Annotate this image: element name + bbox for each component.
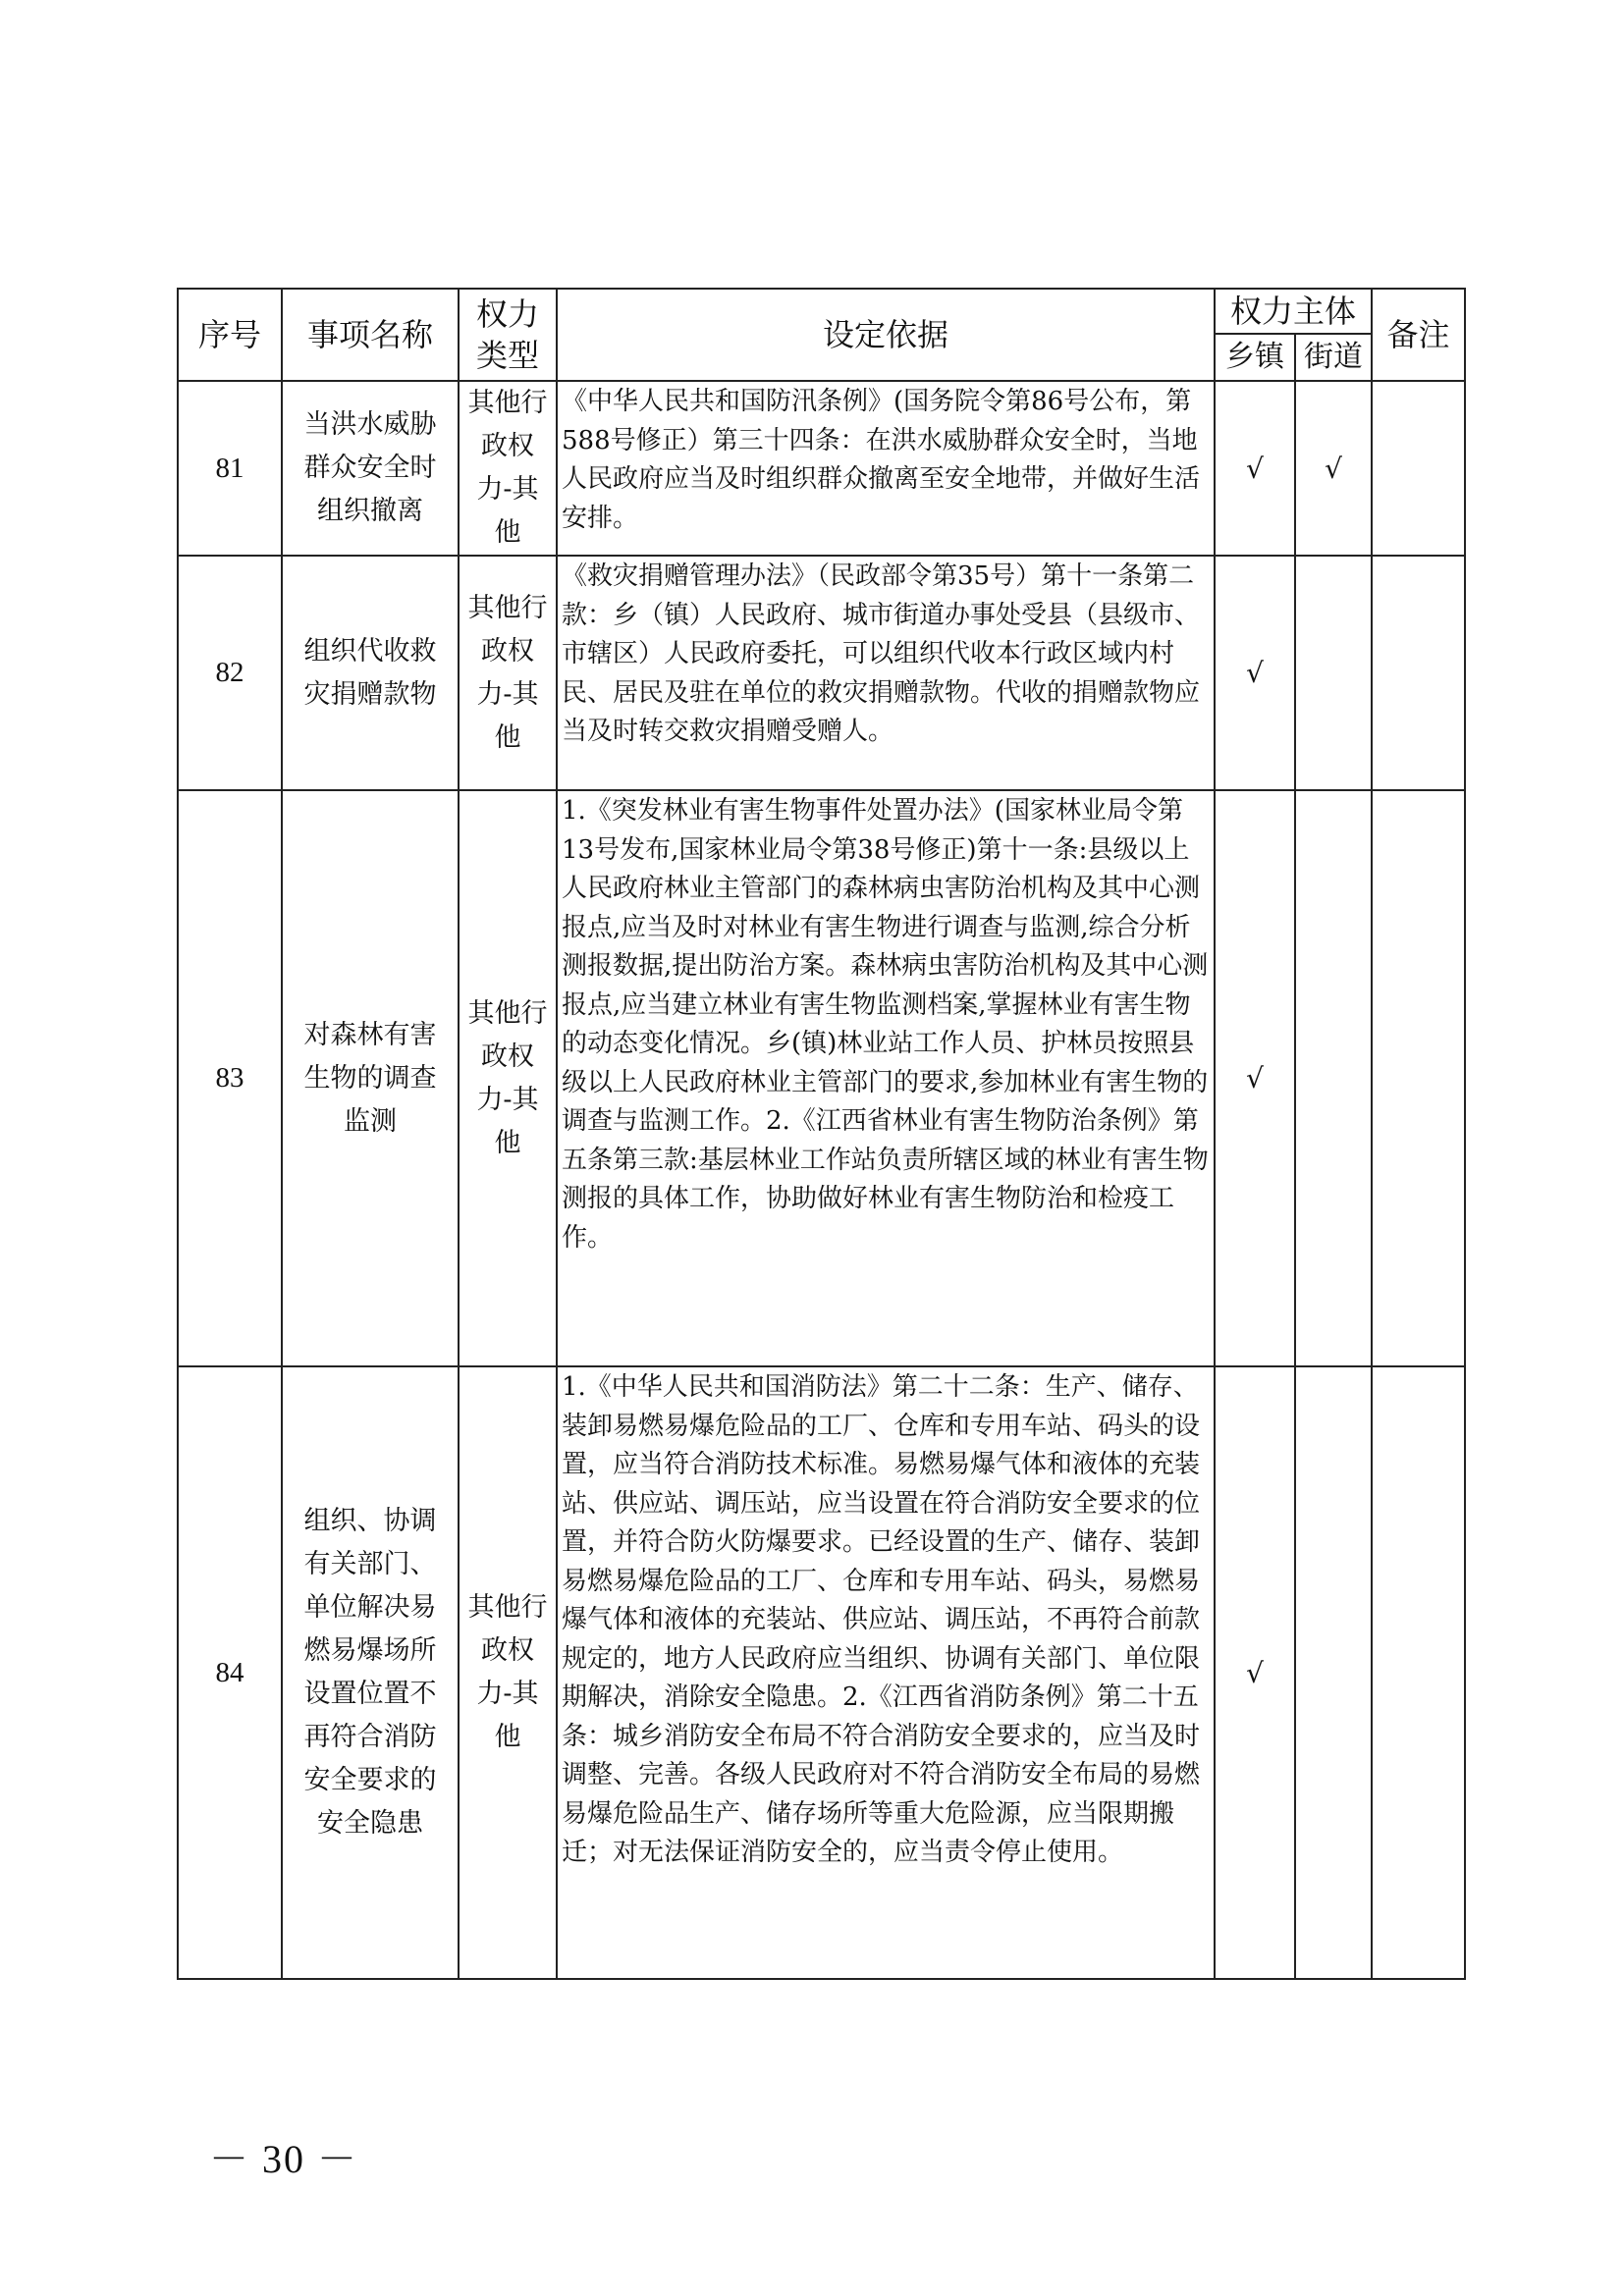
row-basis: 《中华人民共和国防汛条例》(国务院令第86号公布，第588号修正）第三十四条：在洪水威胁群众安全时，当地人民政府应当及时组织群众撤离至安全地带，并做好生活安排。	[557, 381, 1215, 556]
row-remark	[1372, 790, 1465, 1366]
table-row	[178, 790, 1465, 1366]
row-item-name: 当洪水威胁群众安全时组织撤离	[282, 381, 459, 556]
row-street-check	[1295, 1366, 1372, 1979]
row-street-check: √	[1295, 381, 1372, 556]
row-seq: 84	[178, 1366, 282, 1979]
table-row	[178, 1366, 1465, 1979]
header-basis: 设定依据	[557, 289, 1215, 381]
row-township-check: √	[1215, 381, 1295, 556]
table-row	[178, 381, 1465, 556]
row-township-check: √	[1215, 556, 1295, 790]
row-item-name: 组织代收救灾捐赠款物	[282, 556, 459, 790]
row-power-type: 其他行政权力-其他	[459, 381, 557, 556]
header-remark: 备注	[1372, 289, 1465, 381]
row-remark	[1372, 1366, 1465, 1979]
row-item-name: 组织、协调有关部门、单位解决易燃易爆场所设置位置不再符合消防安全要求的安全隐患	[282, 1366, 459, 1979]
row-seq: 82	[178, 556, 282, 790]
row-township-check: √	[1215, 790, 1295, 1366]
power-list-table	[177, 288, 1466, 1980]
header-township: 乡镇	[1215, 334, 1295, 381]
row-remark	[1372, 381, 1465, 556]
header-street: 街道	[1295, 334, 1372, 381]
row-township-check: √	[1215, 1366, 1295, 1979]
header-power-type: 权力类型	[459, 289, 557, 381]
row-street-check	[1295, 556, 1372, 790]
header-row	[178, 289, 1465, 334]
row-seq: 83	[178, 790, 282, 1366]
header-subject: 权力主体	[1215, 289, 1372, 334]
header-seq: 序号	[178, 289, 282, 381]
row-basis: 1.《突发林业有害生物事件处置办法》(国家林业局令第13号发布,国家林业局令第38号修正)第十一条:县级以上人民政府林业主管部门的森林病虫害防治机构及其中心测报点,应当及时对林业有害生物进行调查与监测,综合分析测报数据,提出防治方案。森林病虫害防治机构及其中心测报点,应当建立林业有害生物监测档案,掌握林业有害生物的动态变化情况。乡(镇)林业站工作人员、护林员按照县级以上人民政府林业主管部门的要求,参加林业有害生物的调查与监测工作。2.《江西省林业有害生物防治条例》第五条第三款:基层林业工作站负责所辖区域的林业有害生物测报的具体工作，协助做好林业有害生物防治和检疫工作。	[557, 790, 1215, 1366]
row-power-type: 其他行政权力-其他	[459, 556, 557, 790]
row-remark	[1372, 556, 1465, 790]
page-number: － 30 －	[209, 2137, 358, 2181]
row-item-name: 对森林有害生物的调查监测	[282, 790, 459, 1366]
row-basis: 1.《中华人民共和国消防法》第二十二条：生产、储存、装卸易燃易爆危险品的工厂、仓库和专用车站、码头的设置，应当符合消防技术标准。易燃易爆气体和液体的充装站、供应站、调压站，应当设置在符合消防安全要求的位置，并符合防火防爆要求。已经设置的生产、储存、装卸易燃易爆危险品的工厂、仓库和专用车站、码头，易燃易爆气体和液体的充装站、供应站、调压站，不再符合前款规定的，地方人民政府应当组织、协调有关部门、单位限期解决，消除安全隐患。2.《江西省消防条例》第二十五条：城乡消防安全布局不符合消防安全要求的，应当及时调整、完善。各级人民政府对不符合消防安全布局的易燃易爆危险品生产、储存场所等重大危险源，应当限期搬迁；对无法保证消防安全的，应当责令停止使用。	[557, 1366, 1215, 1979]
row-power-type: 其他行政权力-其他	[459, 1366, 557, 1979]
header-item-name: 事项名称	[282, 289, 459, 381]
table-row	[178, 556, 1465, 790]
row-basis: 《救灾捐赠管理办法》（民政部令第35号）第十一条第二款：乡（镇）人民政府、城市街道办事处受县（县级市、市辖区）人民政府委托，可以组织代收本行政区域内村民、居民及驻在单位的救灾捐赠款物。代收的捐赠款物应当及时转交救灾捐赠受赠人。	[557, 556, 1215, 790]
row-power-type: 其他行政权力-其他	[459, 790, 557, 1366]
row-street-check	[1295, 790, 1372, 1366]
row-seq: 81	[178, 381, 282, 556]
